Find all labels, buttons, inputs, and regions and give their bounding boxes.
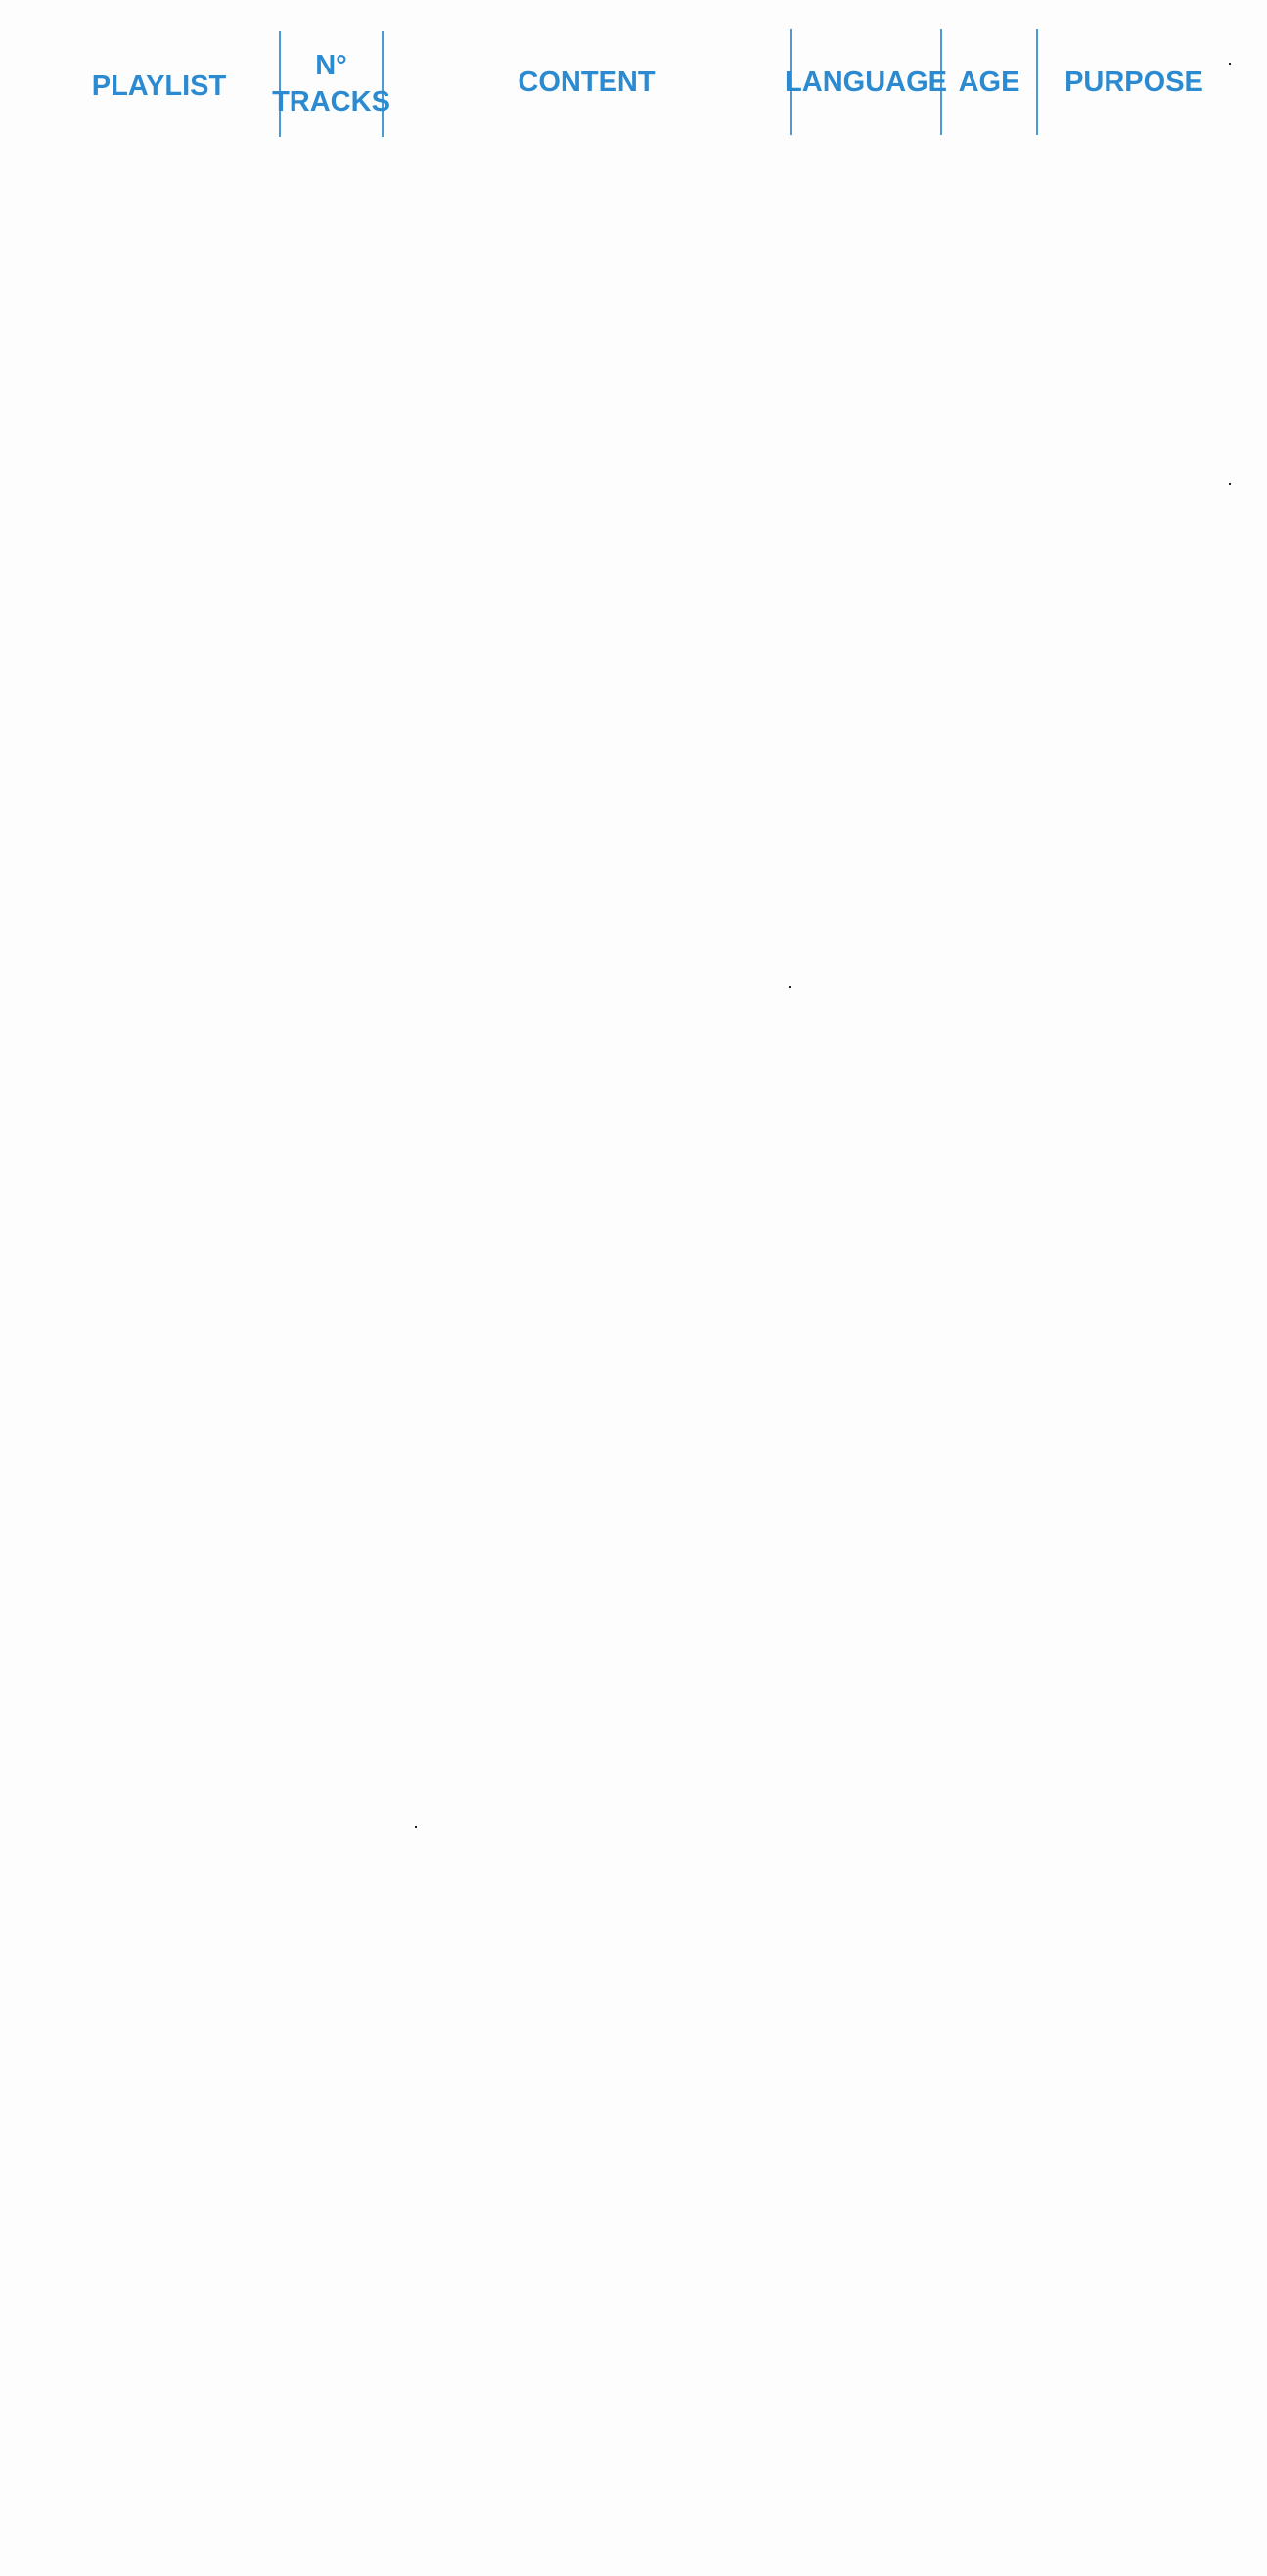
scan-speck — [1229, 63, 1231, 65]
header-language-label: LANGUAGE — [785, 66, 947, 98]
header-tracks-line1: N° — [315, 50, 347, 81]
header-content — [384, 29, 790, 135]
header-purpose — [1038, 29, 1230, 135]
scan-speck — [789, 986, 791, 988]
header-tracks-line2: TRACKS — [272, 86, 390, 117]
header-age — [942, 29, 1038, 135]
header-content-label: CONTENT — [518, 66, 656, 98]
header-tracks-label — [272, 48, 390, 120]
scan-speck — [1229, 483, 1231, 485]
header-tracks — [272, 31, 390, 137]
header-purpose-label: PURPOSE — [1064, 66, 1203, 98]
table-header-row — [0, 29, 1267, 137]
scan-speck — [415, 1826, 417, 1828]
header-language — [785, 29, 947, 135]
header-age-label: AGE — [958, 66, 1020, 98]
header-playlist-label: PLAYLIST — [91, 69, 227, 102]
header-playlist — [39, 33, 279, 139]
